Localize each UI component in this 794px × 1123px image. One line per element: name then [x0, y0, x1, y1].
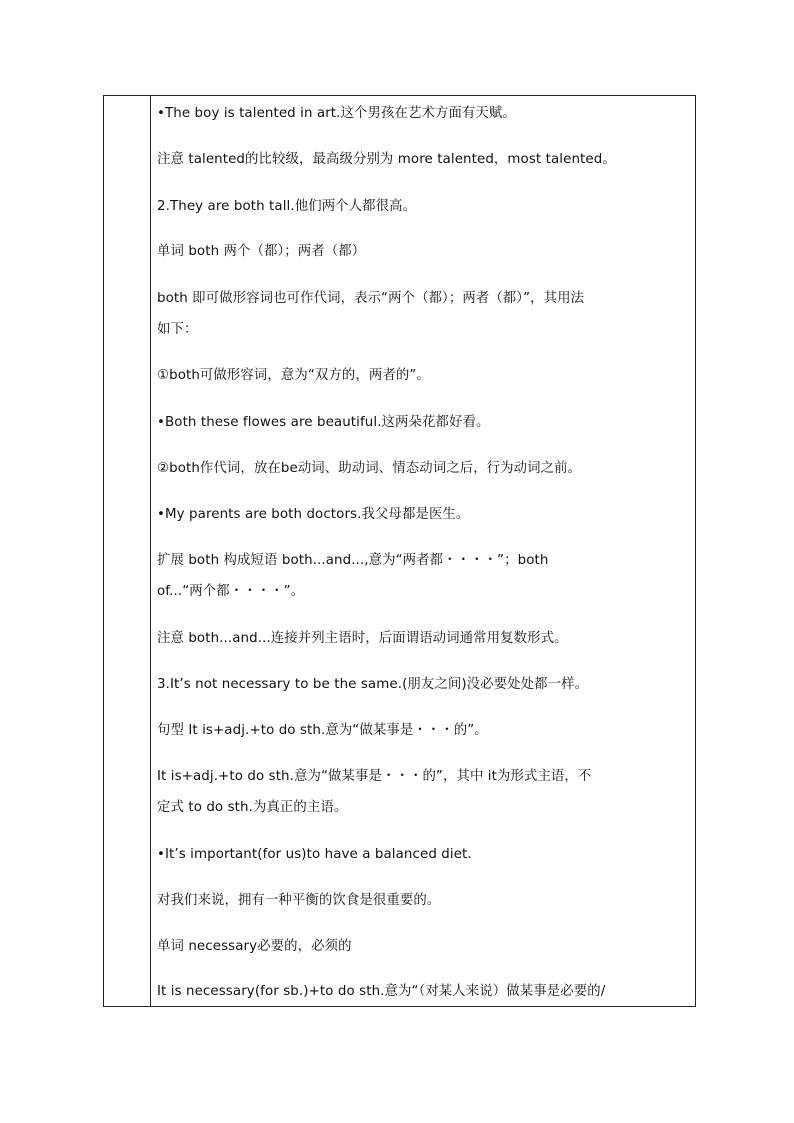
- note-line: •My parents are both doctors.我父母都是医生。: [157, 507, 470, 522]
- notes-table: [103, 95, 696, 1007]
- note-line: ①both可做形容词，意为“双方的，两者的”。: [157, 368, 430, 383]
- note-line: It is necessary(for sb.)+to do sth.意为“（对某人来说）做某事是必要的/: [157, 984, 606, 999]
- note-line: •It’s important(for us)to have a balanced diet.: [157, 847, 472, 862]
- note-line: 扩展 both 构成短语 both...and...,意为“两者都・・・・”；both: [157, 553, 549, 568]
- column-divider: [150, 96, 151, 1006]
- note-line: 如下：: [157, 322, 198, 337]
- note-line: 注意 talented的比较级，最高级分别为 more talented，most talented。: [157, 152, 616, 167]
- note-line: 单词 necessary必要的，必须的: [157, 939, 352, 954]
- note-line: It is+adj.+to do sth.意为“做某事是・・・的”，其中 it为形式主语，不: [157, 769, 592, 784]
- note-line: 对我们来说，拥有一种平衡的饮食是很重要的。: [157, 893, 441, 908]
- note-line: of...“两个都・・・・”。: [157, 584, 305, 599]
- note-line: 3.It’s not necessary to be the same.(朋友之间)没必要处处都一样。: [157, 677, 589, 692]
- note-line: ②both作代词，放在be动词、助动词、情态动词之后，行为动词之前。: [157, 461, 582, 476]
- note-line: 2.They are both tall.他们两个人都很高。: [157, 199, 417, 214]
- note-line: •Both these flowes are beautiful.这两朵花都好看。: [157, 415, 490, 430]
- note-line: 定式 to do sth.为真正的主语。: [157, 800, 348, 815]
- note-line: 注意 both...and...连接并列主语时，后面谓语动词通常用复数形式。: [157, 631, 568, 646]
- note-line: both 即可做形容词也可作代词，表示“两个（都）；两者（都）”，其用法: [157, 291, 585, 306]
- note-line: 句型 It is+adj.+to do sth.意为“做某事是・・・的”。: [157, 723, 488, 738]
- note-line: •The boy is talented in art.这个男孩在艺术方面有天赋。: [157, 106, 516, 121]
- note-line: 单词 both 两个（都）；两者（都）: [157, 244, 366, 259]
